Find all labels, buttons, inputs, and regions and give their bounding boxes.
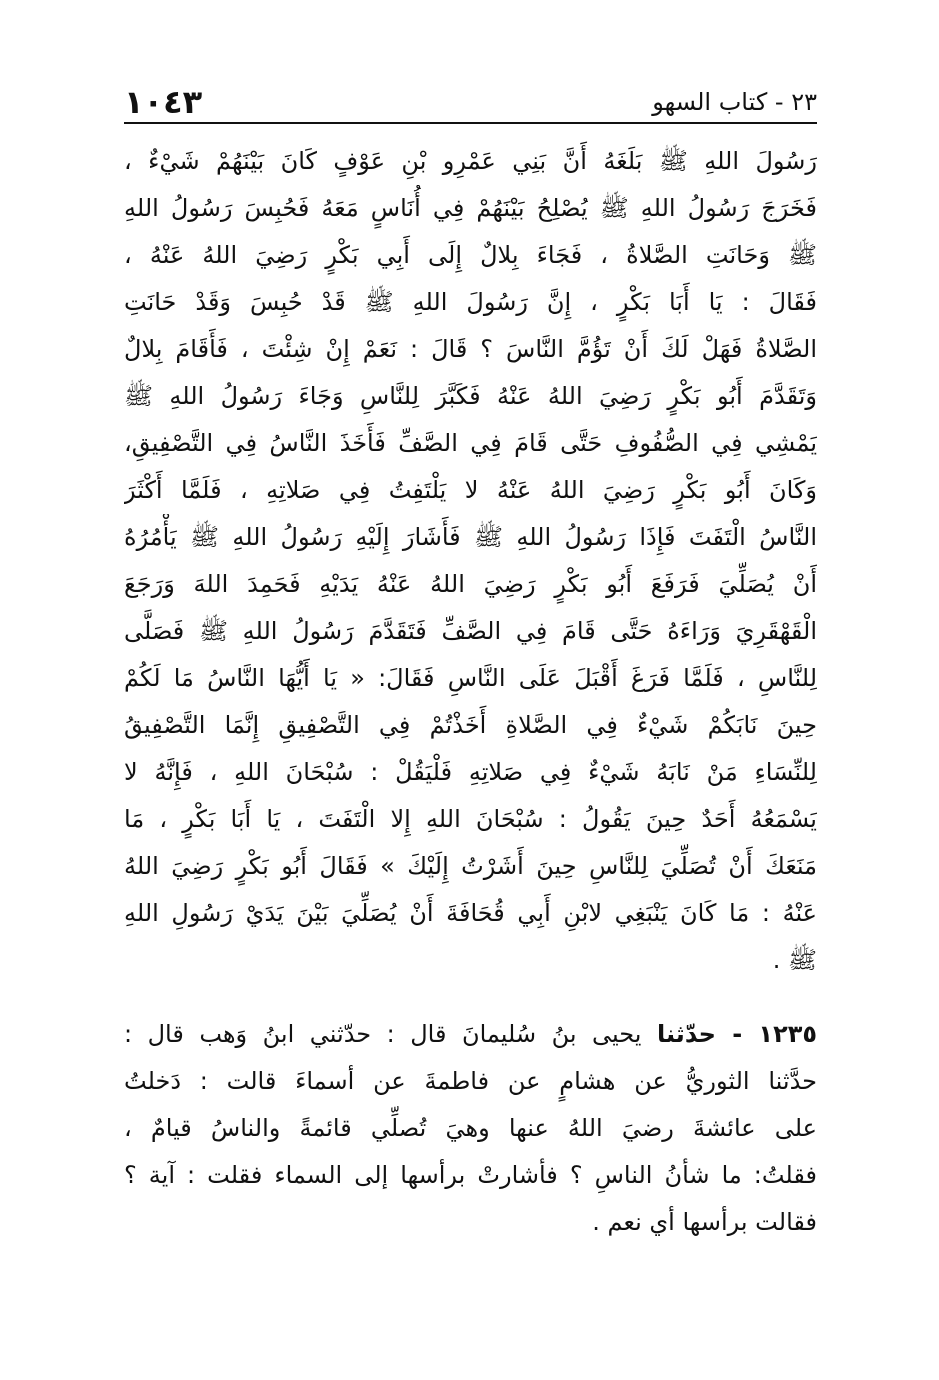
text-line: عَنْهُ : مَا كَانَ يَنْبَغِي لابْنِ أَبِي قُحَافَةَ أَنْ يُصَلِّيَ بَيْنَ يَدَيْ رَسُولِ اللهِ <box>124 899 817 927</box>
text-line: على عائشةَ رضيَ اللهُ عنها وهيَ تُصلِّي قائمةً والناسُ قيامٌ ، <box>124 1114 817 1142</box>
hadith-number: ١٢٣٥ <box>758 1020 817 1048</box>
text-line: الصَّلاةُ فَهَلْ لَكَ أَنْ تَؤُمَّ النَّاسَ ؟ قَالَ : نَعَمْ إِنْ شِئْتَ ، فَأَقَامَ بِلالٌ <box>124 335 817 363</box>
page-body <box>124 138 817 1246</box>
text-line: رَسُولَ اللهِ ﷺ بَلَغَهُ أَنَّ بَنِي عَمْرِو بْنِ عَوْفٍ كَانَ بَيْنَهُمْ شَيْءٌ ، <box>124 147 817 175</box>
text-line: أَنْ يُصَلِّيَ فَرَفَعَ أَبُو بَكْرٍ رَضِيَ اللهُ عَنْهُ يَدَيْهِ فَحَمِدَ اللهَ وَرَجَعَ <box>124 570 817 598</box>
text-line: حِينَ نَابَكُمْ شَيْءٌ فِي الصَّلاةِ أَخَذْتُمْ فِي التَّصْفِيقِ إِنَّمَا التَّصْفِيقُ <box>124 711 817 739</box>
page-header <box>124 82 817 124</box>
text-line: فَخَرَجَ رَسُولُ اللهِ ﷺ يُصْلِحُ بَيْنَهُمْ فِي أُنَاسٍ مَعَهُ فَحُبِسَ رَسُولُ اللهِ <box>124 194 817 222</box>
text-line: فَقَالَ : يَا أَبَا بَكْرٍ ، إِنَّ رَسُولَ اللهِ ﷺ قَدْ حُبِسَ وَقَدْ حَانَتِ <box>124 288 817 316</box>
text-line: فقلتُ: ما شأنُ الناسِ ؟ فأشارتْ برأسها إلى السماء فقلت : آية ؟ <box>124 1161 817 1189</box>
text-line: النَّاسُ الْتَفَتَ فَإِذَا رَسُولُ اللهِ ﷺ فَأَشَارَ إِلَيْهِ رَسُولُ اللهِ ﷺ يَأْمُرُهُ <box>124 523 817 551</box>
page-number: ١٠٤٣ <box>124 83 203 121</box>
first-line-text: يحيى بنُ سُليمانَ قال : حدّثني ابنُ وَهب قال : <box>124 1020 657 1048</box>
text-line: ﷺ وَحَانَتِ الصَّلاةُ ، فَجَاءَ بِلالٌ إِلَى أَبِي بَكْرٍ رَضِيَ اللهُ عَنْهُ ، <box>124 241 817 269</box>
text-line: ﷺ . <box>772 946 817 974</box>
chapter-title: ٢٣ - كتاب السهو <box>652 88 817 116</box>
text-line: يَسْمَعُهُ أَحَدٌ حِينَ يَقُولُ : سُبْحَانَ اللهِ إِلا الْتَفَتَ ، يَا أَبَا بَكْرٍ ، مَا <box>124 805 817 833</box>
hadith-first-line <box>124 1011 817 1058</box>
text-line: وَكَانَ أَبُو بَكْرٍ رَضِيَ اللهُ عَنْهُ لا يَلْتَفِتُ فِي صَلاتِهِ ، فَلَمَّا أَكْثَرَ <box>124 476 817 504</box>
text-line: مَنَعَكَ أَنْ تُصَلِّيَ لِلنَّاسِ حِينَ أَشَرْتُ إِلَيْكَ » فَقَالَ أَبُو بَكْرٍ رَضِيَ اللهُ <box>124 852 817 880</box>
text-line: وَتَقَدَّمَ أَبُو بَكْرٍ رَضِيَ اللهُ عَنْهُ فَكَبَّرَ لِلنَّاسِ وَجَاءَ رَسُولُ اللهِ ﷺ <box>124 382 817 410</box>
text-line: لِلنِّسَاءِ مَنْ نَابَهُ شَيْءٌ فِي صَلاتِهِ فَلْيَقُلْ : سُبْحَانَ اللهِ ، فَإِنَّهُ لا <box>124 758 817 786</box>
text-line: لِلنَّاسِ ، فَلَمَّا فَرَغَ أَقْبَلَ عَلَى النَّاسِ فَقَالَ: « يَا أَيُّهَا النَّاسُ مَا لَكُمْ <box>124 664 817 692</box>
text-line: الْقَهْقَرِيَ وَرَاءَهُ حَتَّى قَامَ فِي الصَّفِّ فَتَقَدَّمَ رَسُولُ اللهِ ﷺ فَصَلَّى <box>124 617 817 645</box>
dash: - <box>715 1020 759 1048</box>
tahdith-word: حدّثنا <box>657 1020 716 1048</box>
text-line: حدَّثنا الثوريُّ عن هشامٍ عن فاطمةَ عن أسماءَ قالت : دَخلتُ <box>124 1067 817 1095</box>
hadith-1235-text <box>124 1011 817 1246</box>
text-line: فقالت برأسها أي نعم . <box>592 1208 817 1236</box>
hadith-1234-text <box>124 138 817 984</box>
paragraph-gap <box>124 984 817 1011</box>
text-line: يَمْشِي فِي الصُّفُوفِ حَتَّى قَامَ فِي الصَّفِّ فَأَخَذَ النَّاسُ فِي التَّصْفِيقِ، <box>124 429 817 457</box>
